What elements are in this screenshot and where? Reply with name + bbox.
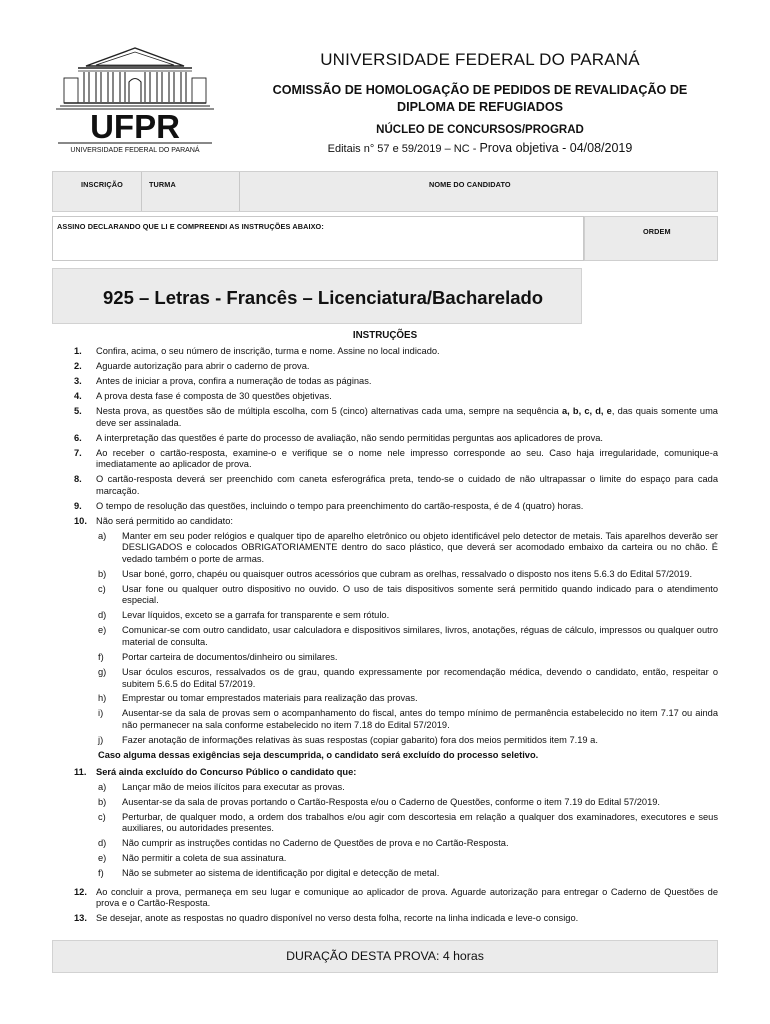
svg-text:UNIVERSIDADE FEDERAL DO PARANÁ: UNIVERSIDADE FEDERAL DO PARANÁ: [70, 147, 200, 154]
nucleus-name: NÚCLEO DE CONCURSOS/PROGRAD: [376, 124, 584, 136]
sub-item: b) Ausentar-se da sala de provas portando o Cartão-Resposta e/ou o Caderno de Questões, conforme o item 7.19 do Edital 57/2019.: [98, 796, 661, 807]
sub-item: e) Comunicar-se com outro candidato, usar calculadora e dispositivos similares, livros, anotações, réguas de cálculo, impressos ou qualquer outro material de consulta.: [98, 625, 718, 647]
exclusion-note: Caso alguma dessas exigências seja descumprida, o candidato será excluído do processo seletivo.: [98, 750, 539, 761]
sub-item: f) Portar carteira de documentos/dinheiro ou similares.: [98, 651, 338, 662]
instruction-item: 4. A prova desta fase é composta de 30 questões objetivas.: [74, 390, 332, 401]
ordem-box: [584, 216, 718, 261]
edital-number: Editais n° 57 e 59/2019 – NC -: [327, 143, 477, 155]
instruction-item: 5. Nesta prova, as questões são de múltipla escolha, com 5 (cinco) alternativas cada uma, sempre na sequência a, b, c, d, e, das quais somente uma deve ser assinalada.: [74, 405, 718, 428]
instruction-item: 7. Ao receber o cartão-resposta, examine-o e verifique se o nome nele impresso corresponde ao seu. Caso haja irregularidade, comunique-a imediatamente ao aplicador de prova.: [74, 447, 718, 470]
sub-item: g) Usar óculos escuros, ressalvados os de grau, quando expressamente por recomendação médica, devendo o candidato, então, respeitar o subitem 5.6.5 do Edital 57/2019.: [98, 666, 718, 689]
instruction-item: 3. Antes de iniciar a prova, confira a numeração de todas as páginas.: [74, 375, 372, 386]
instruction-item: 13. Se desejar, anote as respostas no quadro disponível no verso desta folha, recorte na linha indicada e leve-o consigo.: [74, 913, 579, 924]
sub-item: i) Ausentar-se da sala de provas sem o acompanhamento do fiscal, antes do tempo mínimo de permanência estabelecido no item 7.17 ou ainda não permanecer na sala conforme estabelecido no item 7.18 do Edital 57/2019.: [98, 708, 718, 731]
sub-item: a) Lançar mão de meios ilícitos para executar as provas.: [98, 781, 345, 792]
turma-label: TURMA: [149, 180, 176, 189]
assino-label: ASSINO DECLARANDO QUE LI E COMPREENDI AS INSTRUÇÕES ABAIXO:: [57, 222, 324, 231]
instruction-item: 1. Confira, acima, o seu número de inscrição, turma e nome. Assine no local indicado.: [74, 346, 440, 356]
nome-label: NOME DO CANDIDATO: [429, 180, 511, 189]
instruction-item: 9. O tempo de resolução das questões, incluindo o tempo para preenchimento do cartão-resposta, é de 4 (quatro) horas.: [74, 500, 584, 511]
instruction-item: 8. O cartão-resposta deverá ser preenchido com caneta esferográfica preta, tendo-se o cuidado de não ultrapassar o limite do espaço para cada marcação.: [74, 474, 718, 496]
sub-item: h) Emprestar ou tomar emprestados materiais para realização das provas.: [98, 693, 418, 704]
sub-item: e) Não permitir a coleta de sua assinatura.: [98, 853, 287, 864]
sub-item: b) Usar boné, gorro, chapéu ou quaisquer outros acessórios que cubram as orelhas, ressalvado o disposto nos itens 5.6.3 do Edital 57/2019.: [98, 568, 693, 579]
building-icon: [56, 44, 214, 156]
course-banner: [52, 268, 582, 324]
sub-item: j) Fazer anotação de informações relativas às suas respostas (copiar gabarito) fora dos meios permitidos item 7.19 a.: [98, 735, 598, 746]
signature-box: [52, 216, 584, 261]
instructions-title: INSTRUÇÕES: [352, 330, 418, 341]
sub-item: f) Não se submeter ao sistema de identificação por digital e detecção de metal.: [98, 868, 440, 879]
sub-item: c) Perturbar, de qualquer modo, a ordem dos trabalhos e/ou agir com descortesia em relação a qualquer dos examinadores, executores e seus auxiliares, ou autoridades presentes.: [98, 811, 718, 834]
sub-item: c) Usar fone ou qualquer outro dispositivo no ouvido. O uso de tais dispositivos somente será permitido quando indicado para o atendimento especial.: [98, 583, 718, 606]
prova-date: Prova objetiva - 04/08/2019: [479, 141, 633, 155]
instruction-item: 6. A interpretação das questões é parte do processo de avaliação, não sendo permitidas perguntas aos aplicadores de prova.: [74, 432, 604, 443]
candidate-info-box: [52, 171, 718, 212]
ufpr-logo: [56, 44, 214, 156]
inscricao-label: INSCRIÇÃO: [81, 180, 123, 189]
instruction-item: 2. Aguarde autorização para abrir o caderno de prova.: [74, 360, 310, 371]
instructions-list: [52, 346, 718, 928]
instruction-item: 11. Será ainda excluído do Concurso Público o candidato que:: [74, 766, 357, 777]
svg-text:UFPR: UFPR: [90, 108, 180, 145]
instruction-item: 10. Não será permitido ao candidato:: [74, 515, 233, 526]
sub-item: a) Manter em seu poder relógios e qualquer tipo de aparelho eletrônico ou objeto identificável pelo detector de metais. Tais aparelhos deverão ser DESLIGADOS e colocados OBRIGATORIAMENTE dentro do saco plástico, que deverá ser acomodado embaixo da carteira ou no chão. É vedado também o porte de armas.: [98, 530, 718, 564]
university-name: UNIVERSIDADE FEDERAL DO PARANÁ: [320, 50, 640, 69]
ordem-label: ORDEM: [643, 227, 671, 236]
commission-title: COMISSÃO DE HOMOLOGAÇÃO DE PEDIDOS DE REVALIDAÇÃO DE DIPLOMA DE REFUGIADOS: [272, 83, 688, 114]
sub-item: d) Não cumprir as instruções contidas no Caderno de Questões de prova e no Cartão-Resposta.: [98, 838, 509, 849]
instruction-item: 12. Ao concluir a prova, permaneça em seu lugar e comunique ao aplicador de prova. Aguarde autorização para entregar o Caderno de Questões de prova e o Cartão-Resposta.: [74, 886, 718, 909]
duration-banner: DURAÇÃO DESTA PROVA: 4 horas: [52, 940, 718, 973]
sub-item: d) Levar líquidos, exceto se a garrafa for transparente e sem rótulo.: [98, 610, 390, 621]
edital-line: [230, 141, 730, 155]
course-title: 925 – Letras - Francês – Licenciatura/Bacharelado: [103, 287, 544, 308]
